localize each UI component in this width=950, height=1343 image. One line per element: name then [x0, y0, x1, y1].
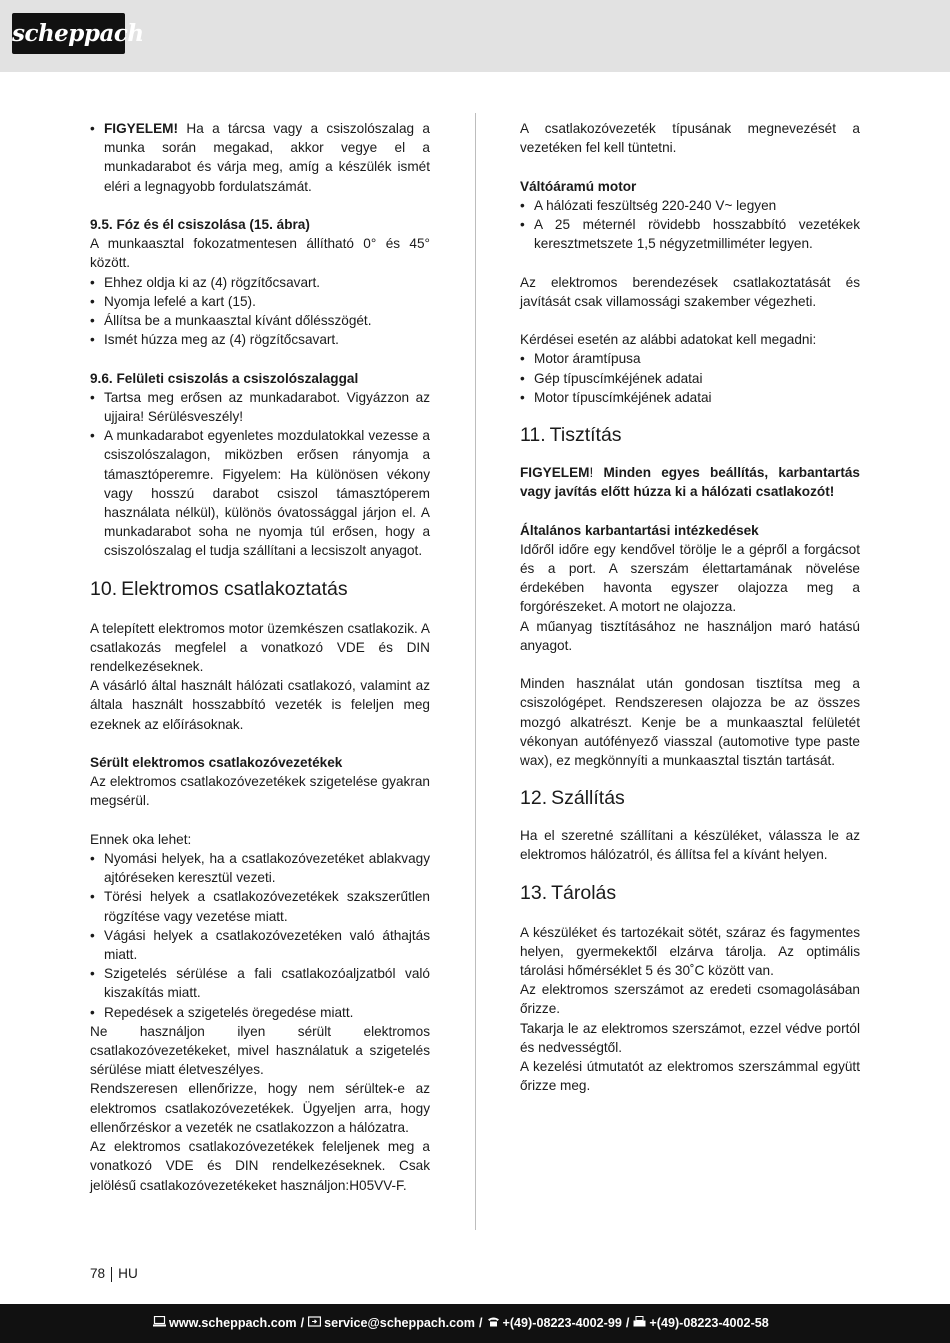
- list-item: • A munkadarabot egyenletes mozdulatokkal vezesse a csiszolószalagon, miközben erősen rányomja a támasztóperemre. Figyelem: Ha különösen vékony vagy hosszú darabot csiszol támasztóperem használata nélkül), különös óvatossággal járjon el. A munkadarabot soha ne nyomja túl erősen, hogy a csiszolószalag el tudja szállítani a lecsiszolt anyagot.: [90, 426, 430, 560]
- page-number-divider: [111, 1267, 112, 1282]
- cause-list: [90, 849, 430, 1022]
- maintenance-title: Általános karbantartási intézkedések: [520, 522, 759, 538]
- page-number: [90, 1266, 138, 1282]
- list-item: • A hálózati feszültség 220-240 V~ legyen: [520, 196, 860, 215]
- computer-icon: [153, 1304, 166, 1343]
- list-item: • Tartsa meg erősen az munkadarabot. Vigyázzon az ujjaira! Sérülésveszély!: [90, 388, 430, 426]
- section-10-p1: A telepített elektromos motor üzemkészen csatlakozik. A csatlakozás megfelel a vonatkozó VDE és DIN rendelkezéseknek.: [90, 620, 430, 675]
- cleaning-warning-label: FIGYELEM: [520, 465, 590, 480]
- section-9-5-title: 9.5. Fóz és él csiszolása (15. ábra): [90, 217, 310, 232]
- section-10-p2: A vásárló által használt hálózati csatlakozó, valamint az általa használt hosszabbító vezeték is feleljen meg ezeknek az előírásoknak.: [90, 678, 430, 732]
- list-item: • Szigetelés sérülése a fali csatlakozóaljzatból való kiszakítás miatt.: [90, 964, 430, 1002]
- column-divider: [475, 113, 476, 1230]
- section-11-title: Tisztítás: [549, 424, 622, 446]
- page-header: [0, 0, 950, 72]
- section-10-p5: Az elektromos csatlakozóvezetékek feleljenek meg a vonatkozó VDE és DIN rendelkezéseknek. Csak jelölésű csatlakozóvezetékeket használjon:H05VV-F.: [90, 1139, 430, 1193]
- footer-separator: /: [479, 1316, 483, 1330]
- footer-website[interactable]: www.scheppach.com: [169, 1316, 297, 1330]
- storage-p1: A készüléket és tartozékait sötét, száraz és fagymentes helyen, gyermekektől elzárva tárolja. Az optimális tárolási hőmérséklet 5 és 30˚C között van.: [520, 924, 860, 979]
- list-item: • Motor áramtípusa: [520, 349, 860, 368]
- section-10-number: 10.: [90, 577, 118, 600]
- section-13-heading: [520, 881, 860, 905]
- list-item: • Ehhez oldja ki az (4) rögzítőcsavart.: [90, 273, 430, 292]
- list-item: [90, 119, 430, 196]
- cleaning-warning: [520, 463, 860, 501]
- section-13-number: 13.: [520, 881, 548, 904]
- cleaning-warning-text: Minden egyes beállítás, karbantartás vagy javítás előtt húzza ki a hálózati csatlakozót!: [520, 465, 860, 500]
- page-number-value: 78: [90, 1266, 106, 1281]
- section-10-heading: [90, 577, 430, 601]
- mail-icon: [308, 1304, 321, 1343]
- section-10-p3: Ne használjon ilyen sérült elektromos csatlakozóvezetékeket, mivel használatuk a szigetelés sérülése miatt életveszélyes.: [90, 1023, 430, 1078]
- right-column: [520, 119, 860, 1095]
- scheppach-logo: scheppach: [12, 13, 125, 54]
- damaged-cables-p1: Az elektromos csatlakozóvezetékek szigetelése gyakran megsérül.: [90, 774, 430, 809]
- section-9-5-intro: A munkaasztal fokozatmentesen állítható 0° és 45° között.: [90, 236, 430, 271]
- damaged-cables-title: Sérült elektromos csatlakozóvezetékek: [90, 755, 343, 771]
- list-item: • Törési helyek a csatlakozóvezetékek szakszerűtlen rögzítése vagy vezetése miatt.: [90, 887, 430, 925]
- section-9-6-list: [90, 388, 430, 561]
- storage-p4: A kezelési útmutatót az elektromos szerszámmal együtt őrizze meg.: [520, 1059, 860, 1094]
- left-column: [90, 119, 430, 1195]
- list-item: • Motor típuscímkéjének adatai: [520, 388, 860, 407]
- questions-intro: Kérdései esetén az alábbi adatokat kell megadni:: [520, 332, 817, 348]
- warning-list: [90, 119, 430, 196]
- storage-p3: Takarja le az elektromos szerszámot, ezzel védve portól és nedvességtől.: [520, 1020, 860, 1055]
- list-item: • Repedések a szigetelés öregedése miatt.: [90, 1003, 430, 1022]
- ac-motor-list: [520, 196, 860, 254]
- transport-p1: Ha el szeretné szállítani a készüléket, válassza le az elektromos hálózatról, és állítsa fel a kívánt helyen.: [520, 828, 860, 863]
- section-9-5-list: [90, 273, 430, 350]
- maintenance-p1: Időről időre egy kendővel törölje le a gépről a forgácsot és a port. A szerszám élettartamának növelése érdekében havonta egyszer olajozza meg a forgórészeket. A motort ne olajozza.: [520, 541, 860, 615]
- section-10-p4: Rendszeresen ellenőrizze, hogy nem sérültek-e az elektromos csatlakozóvezetékek. Ügyeljen arra, hogy ellenőrzéskor a vezeték ne csatlakozzon a hálózatra.: [90, 1081, 430, 1135]
- page-language: HU: [118, 1266, 138, 1281]
- list-item: • Ismét húzza meg az (4) rögzítőcsavart.: [90, 330, 430, 349]
- cable-type-note: A csatlakozóvezeték típusának megnevezését a vezetéken fel kell tüntetni.: [520, 121, 860, 156]
- list-item: • Gép típuscímkéjének adatai: [520, 369, 860, 388]
- section-12-number: 12.: [520, 787, 548, 810]
- list-item: • Nyomási helyek, ha a csatlakozóvezetéket ablakvagy ajtóréseken keresztül vezeti.: [90, 849, 430, 887]
- section-11-heading: [520, 423, 860, 447]
- footer-fax[interactable]: +(49)-08223-4002-58: [649, 1316, 769, 1330]
- cleaning-warning-mark: !: [589, 465, 594, 480]
- fax-icon: [633, 1304, 646, 1343]
- maintenance-p2: A műanyag tisztításához ne használjon maró hatású anyagot.: [520, 618, 860, 653]
- page-footer: [0, 1304, 950, 1343]
- warning-label: FIGYELEM!: [104, 121, 179, 136]
- list-item: • A 25 méternél rövidebb hosszabbító vezetékek keresztmetszete 1,5 négyzetmilliméter legyen.: [520, 215, 860, 253]
- footer-separator: /: [625, 1316, 630, 1330]
- list-item: • Állítsa be a munkaasztal kívánt dőlésszögét.: [90, 311, 430, 330]
- section-11-number: 11.: [520, 424, 546, 446]
- list-item: • Vágási helyek a csatlakozóvezetéken való áthajtás miatt.: [90, 926, 430, 964]
- section-12-heading: [520, 786, 860, 810]
- phone-icon: [487, 1304, 500, 1343]
- footer-phone[interactable]: +(49)-08223-4002-99: [502, 1316, 622, 1330]
- section-9-6-title: 9.6. Felületi csiszolás a csiszolószalaggal: [90, 370, 359, 386]
- warning-text: Ha a tárcsa vagy a csiszolószalag a munka során megakad, akkor vegye el a munkadarabot és várja meg, amíg a készülék ismét eléri a legnagyobb fordulatszámát.: [104, 121, 430, 194]
- questions-list: [520, 349, 860, 407]
- footer-separator: /: [300, 1316, 305, 1330]
- section-12-title: Szállítás: [551, 787, 625, 810]
- section-13-title: Tárolás: [551, 881, 617, 904]
- list-item: • Nyomja lefelé a kart (15).: [90, 292, 430, 311]
- storage-p2: Az elektromos szerszámot az eredeti csomagolásában őrizze.: [520, 982, 860, 1017]
- section-10-title: Elektromos csatlakoztatás: [121, 577, 348, 600]
- footer-email[interactable]: service@scheppach.com: [324, 1316, 475, 1330]
- cause-intro: Ennek oka lehet:: [90, 831, 192, 847]
- maintenance-p3: Minden használat után gondosan tisztítsa meg a csiszológépet. Rendszeresen olajozza be az összes mozgó alkatrészt. Kenje be a munkaasztal felületét vékonyan autófényező viasszal (automotive type paste wax), ez megkönnyíti a munkaasztal tisztán tartását.: [520, 676, 860, 769]
- ac-motor-title: Váltóáramú motor: [520, 178, 637, 194]
- expert-note: Az elektromos berendezések csatlakoztatását és javítását csak villamossági szakember végezheti.: [520, 274, 860, 309]
